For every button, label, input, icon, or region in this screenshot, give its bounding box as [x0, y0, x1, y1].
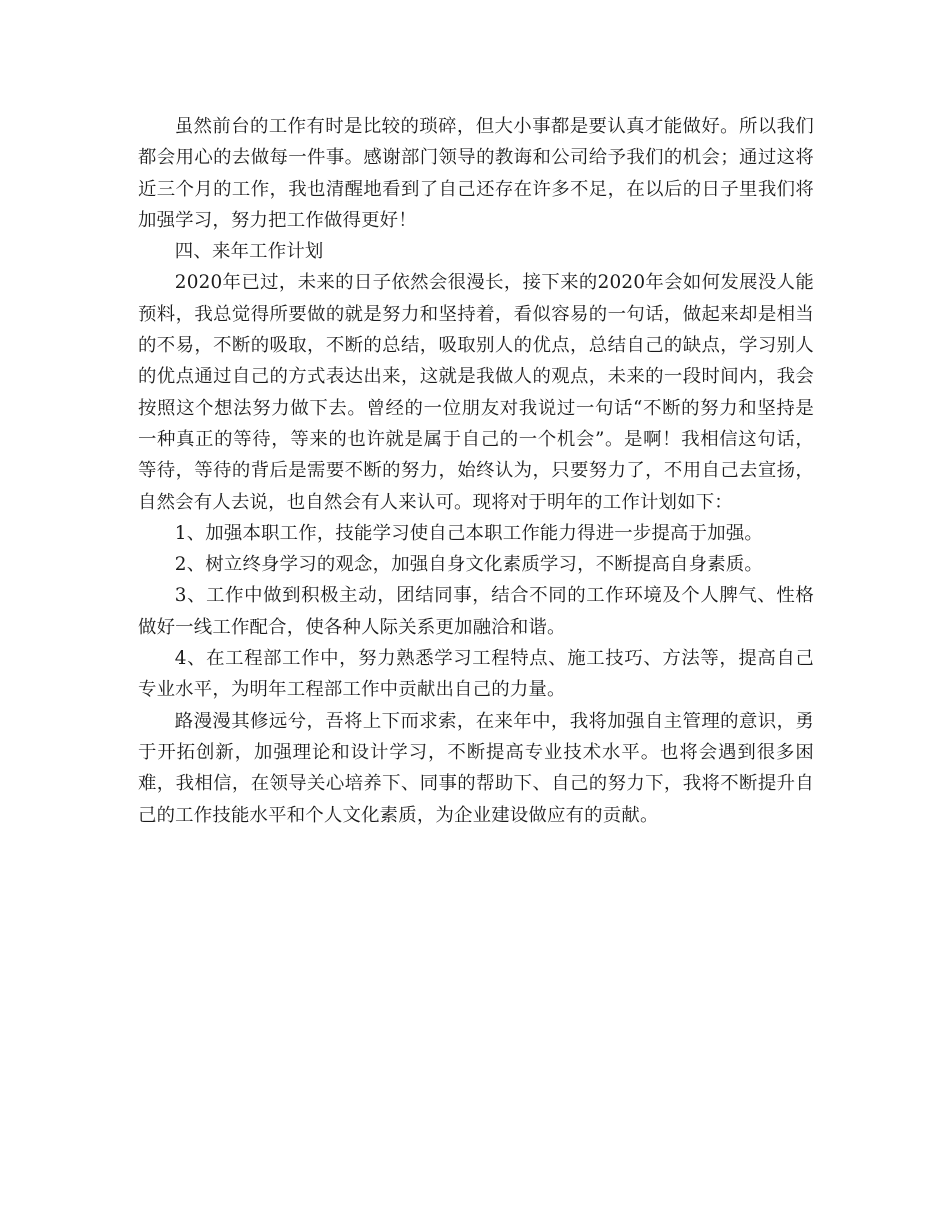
plan-item-2: 2、树立终身学习的观念，加强自身文化素质学习，不断提高自身素质。	[174, 554, 764, 576]
paragraph-reflection: 2020年已过，未来的日子依然会很漫长，接下来的2020年会如何发展没人能预料，我总觉得所要做的就是努力和坚持着，看似容易的一句话，做起来却是相当的不易，不断的吸取，不断的总结，吸取别人的优点，总结自己的缺点，学习别人的优点通过自己的方式表达出来，这就是我做人的观点，未来的一段时间内，我会按照这个想法努力做下去。曾经的一位朋友对我说过一句话“不断的努力和坚持是一种真正的等待，等来的也许就是属于自己的一个机会”。是啊！我相信这句话，等待，等待的背后是需要不断的努力，始终认为，只要努力了，不用自己去宣扬，自然会有人去说，也自然会有人来认可。现将对于明年的工作计划如下：	[138, 272, 814, 513]
plan-item-4: 4、在工程部工作中，努力熟悉学习工程特点、施工技巧、方法等，提高自己专业水平，为明年工程部工作中贡献出自己的力量。	[138, 648, 814, 701]
plan-item-3: 3、工作中做到积极主动，团结同事，结合不同的工作环境及个人脾气、性格做好一线工作配合，使各种人际关系更加融洽和谐。	[138, 585, 814, 638]
paragraph-front-desk-summary: 虽然前台的工作有时是比较的琐碎，但大小事都是要认真才能做好。所以我们都会用心的去做每一件事。感谢部门领导的教诲和公司给予我们的机会；通过这将近三个月的工作，我也清醒地看到了自己还存在许多不足，在以后的日子里我们将加强学习，努力把工作做得更好！	[138, 116, 814, 231]
plan-item-1: 1、加强本职工作，技能学习使自己本职工作能力得进一步提高于加强。	[174, 522, 764, 544]
section-heading-next-year-plan: 四、来年工作计划	[174, 241, 324, 263]
paragraph-closing: 路漫漫其修远兮，吾将上下而求索，在来年中，我将加强自主管理的意识，勇于开拓创新，加强理论和设计学习，不断提高专业技术水平。也将会遇到很多困难，我相信，在领导关心培养下、同事的帮助下、自己的努力下，我将不断提升自己的工作技能水平和个人文化素质，为企业建设做应有的贡献。	[138, 710, 814, 826]
document-body	[138, 111, 814, 831]
